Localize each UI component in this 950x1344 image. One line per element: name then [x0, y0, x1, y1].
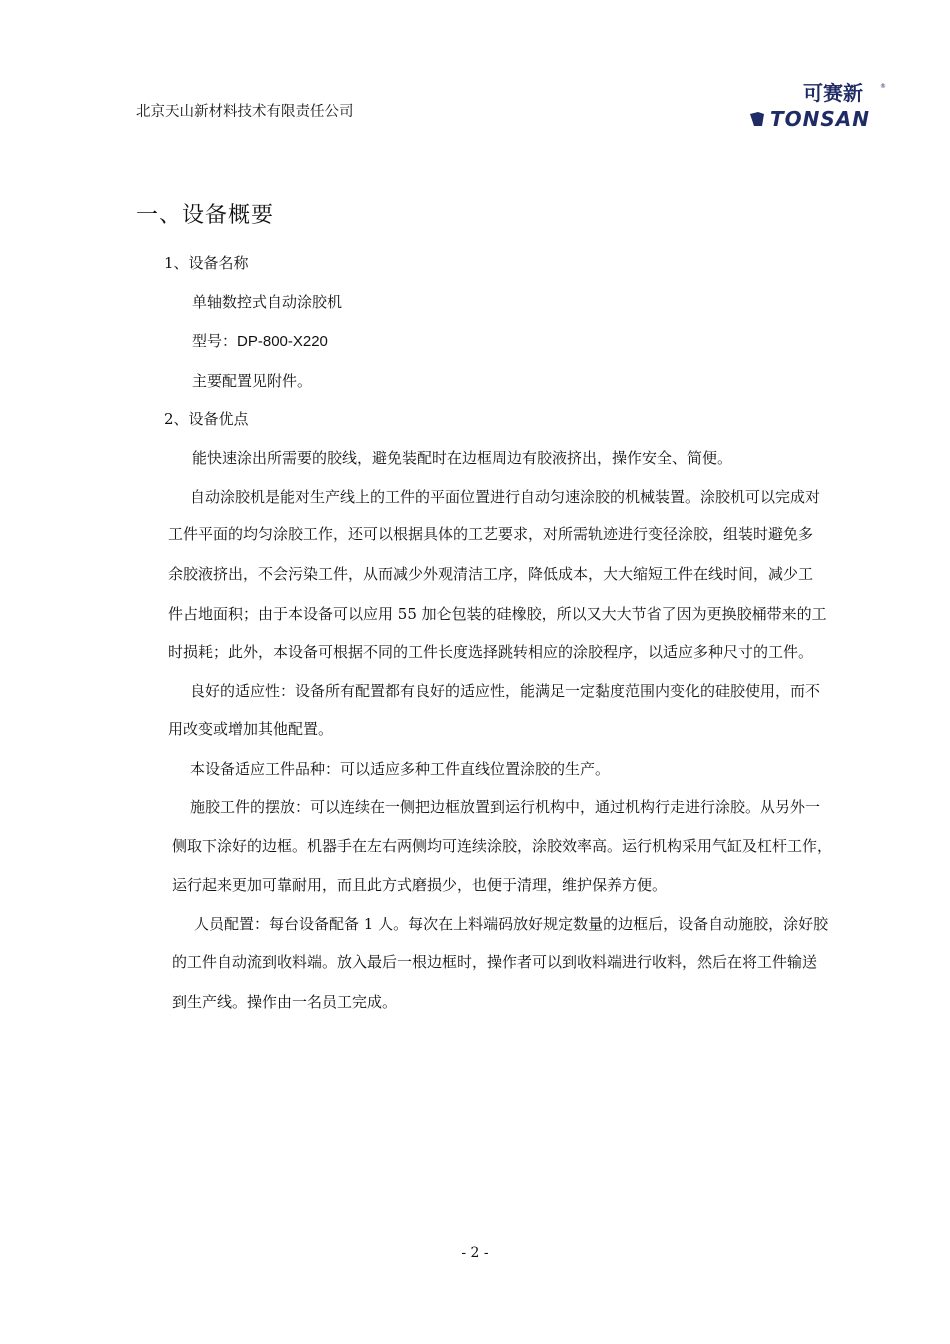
para5-line: 侧取下涂好的边框。机器手在左右两侧均可连续涂胶，涂胶效率高。运行机构采用气缸及杠杆工作，: [172, 837, 833, 855]
page-number: - 2 -: [461, 1245, 489, 1261]
logo-cn-text: 可赛新: [803, 81, 863, 105]
para5-line: 运行起来更加可靠耐用，而且此方式磨损少，也便于清理，维护保养方便。: [172, 876, 668, 894]
para4-line: 本设备适应工件品种：可以适应多种工件直线位置涂胶的生产。: [190, 760, 611, 778]
para6-line: 人员配置：每台设备配备 1 人。每次在上料端码放好规定数量的边框后，设备自动施胶，涂好胶: [194, 915, 829, 933]
para5-line: 施胶工件的摆放：可以连续在一侧把边框放置到运行机构中，通过机构行走进行涂胶。从另外一: [190, 798, 821, 816]
para3-line: 用改变或增加其他配置。: [168, 720, 334, 738]
device-name: 单轴数控式自动涂胶机: [192, 293, 343, 311]
advantage-para1: 能快速涂出所需要的胶线，避免装配时在边框周边有胶液挤出，操作安全、简便。: [192, 449, 733, 467]
model-label: 型号：: [192, 332, 238, 350]
model-row: [192, 330, 328, 351]
model-value: DP-800-X220: [237, 333, 328, 350]
section-title: 一、设备概要: [136, 203, 275, 228]
logo-en-text: TONSAN: [770, 107, 871, 130]
para2-line: 余胶液挤出，不会污染工件，从而减少外观清洁工序，降低成本，大大缩短工件在线时间，减少工: [168, 565, 814, 583]
para2-line: 时损耗；此外，本设备可根据不同的工件长度选择跳转相应的涂胶程序，以适应多种尺寸的工件。: [168, 643, 814, 661]
tonsan-logo: [748, 80, 913, 130]
item2-heading: 2、设备优点: [164, 410, 249, 428]
para6-line: 到生产线。操作由一名员工完成。: [172, 993, 398, 1011]
para2-line: 工件平面的均匀涂胶工作，还可以根据具体的工艺要求，对所需轨迹进行变径涂胶，组装时避免多: [168, 525, 814, 543]
para2-line: 件占地面积；由于本设备可以应用 55 加仑包装的硅橡胶，所以又大大节省了因为更换胶桶带来的工: [168, 605, 827, 623]
logo-mark-icon: [750, 112, 764, 126]
para2-line: 自动涂胶机是能对生产线上的工件的平面位置进行自动匀速涂胶的机械装置。涂胶机可以完成对: [190, 488, 821, 506]
item1-heading: 1、设备名称: [164, 254, 249, 272]
config-note: 主要配置见附件。: [192, 372, 313, 390]
company-name: 北京天山新材料技术有限责任公司: [136, 104, 354, 120]
para3-line: 良好的适应性：设备所有配置都有良好的适应性，能满足一定黏度范围内变化的硅胶使用，而不: [190, 682, 821, 700]
para6-line: 的工件自动流到收料端。放入最后一根边框时，操作者可以到收料端进行收料，然后在将工件输送: [172, 953, 818, 971]
svg-text:®: ®: [880, 83, 886, 90]
